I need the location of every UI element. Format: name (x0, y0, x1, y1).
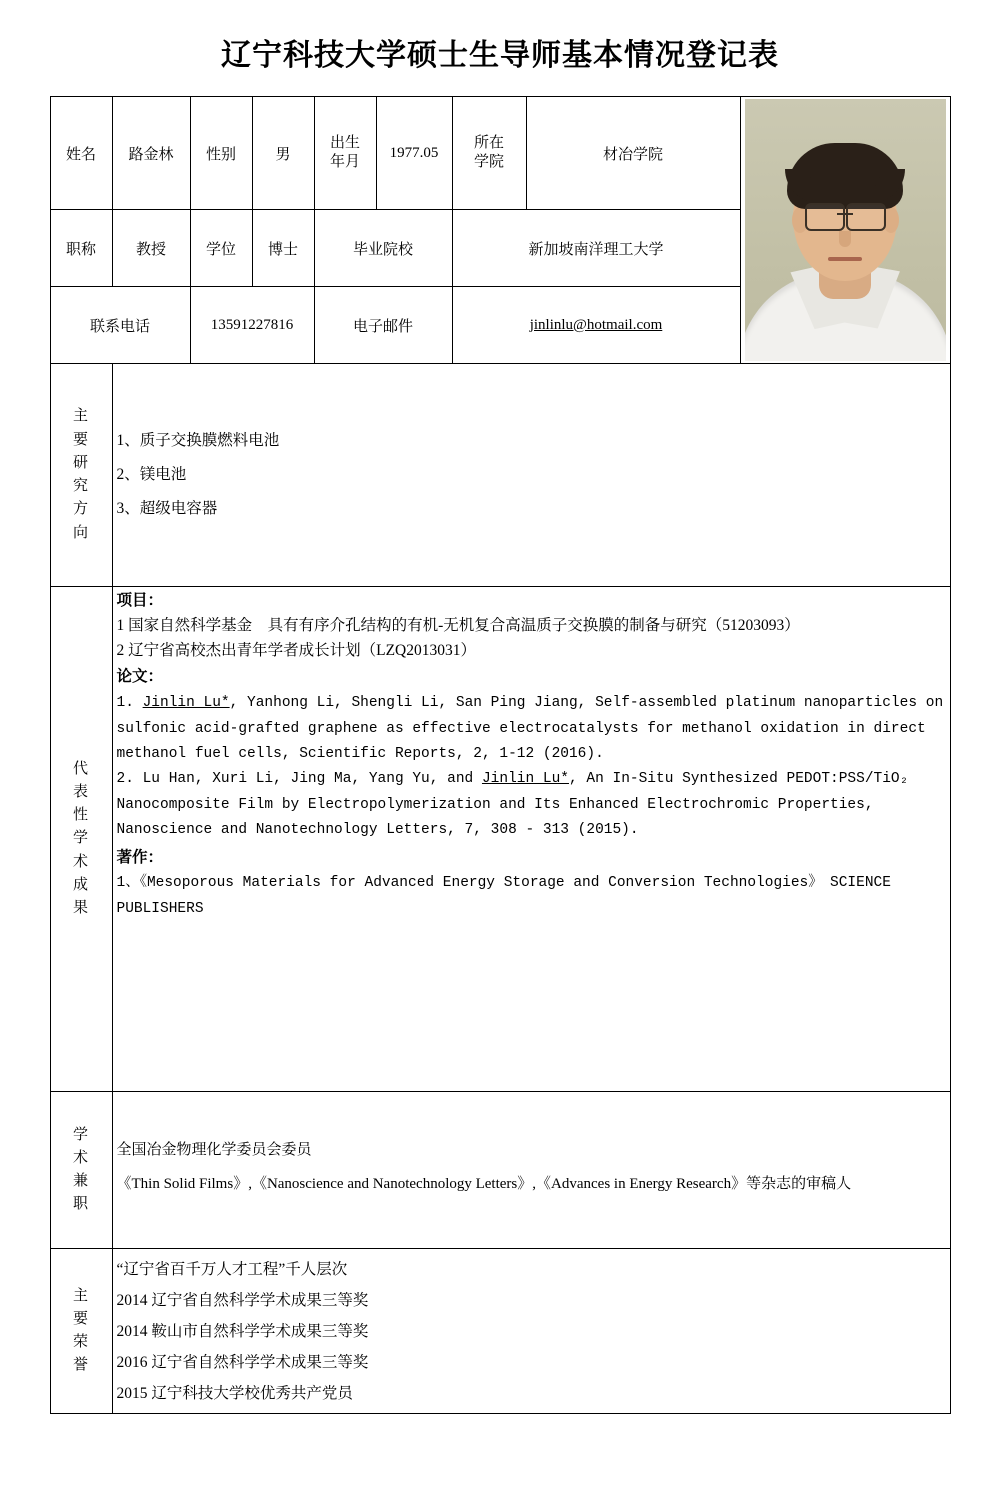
parttime-line-2: 《Thin Solid Films》,《Nanoscience and Nanotechnology Letters》,《Advances in Energy Research》等杂志的审稿人 (116, 1176, 852, 1192)
paper-item-1 (117, 691, 946, 767)
research-item-3: 3、超级电容器 (116, 500, 218, 518)
research-content (112, 364, 950, 587)
project-item-1: 1 国家自然科学基金 具有有序介孔结构的有机-无机复合高温质子交换膜的制备与研究（51203093） (116, 616, 800, 634)
degree-value: 博士 (252, 210, 314, 287)
achievements-label: 代 表 性 学 术 成 果 (50, 587, 112, 1092)
table-row-basic-1 (50, 97, 950, 210)
paper-1-rest: , Yanhong Li, Shengli Li, San Ping Jiang, Self-assembled platinum nanoparticles on sulfonic acid-grafted graphene as effective electrocatalysts for methanol oxidation in direct methanol fuel cells, Scientific Reports, 2, 1-12 (2016). (116, 695, 944, 763)
birth-label: 出生 年月 (314, 97, 376, 210)
project-item-2: 2 辽宁省高校杰出青年学者成长计划（LZQ2013031） (116, 641, 477, 659)
honor-item-1: “辽宁省百千万人才工程”千人层次 (116, 1260, 348, 1278)
book-item-1: 1、《Mesoporous Materials for Advanced Energy Storage and Conversion Technologies》 SCIENCE PUBLISHERS (116, 875, 891, 917)
page-title: 辽宁科技大学硕士生导师基本情况登记表 (221, 39, 779, 72)
email-label: 电子邮件 (314, 287, 452, 364)
phone-label: 联系电话 (50, 287, 190, 364)
name-value: 路金林 (112, 97, 190, 210)
school-value: 新加坡南洋理工大学 (452, 210, 740, 287)
papers-heading: 论文： (116, 668, 164, 686)
honor-item-3: 2014 鞍山市自然科学学术成果三等奖 (116, 1322, 369, 1340)
phone-value: 13591227816 (190, 287, 314, 364)
title-label: 职称 (50, 210, 112, 287)
portrait-photo (745, 99, 946, 361)
paper-2-author: Jinlin Lu* (481, 771, 569, 788)
research-item-2: 2、镁电池 (116, 465, 187, 483)
honor-item-5: 2015 辽宁科技大学校优秀共产党员 (116, 1384, 353, 1402)
table-row-parttime (50, 1092, 950, 1249)
books-heading: 著作： (116, 848, 164, 866)
profile-table (50, 96, 951, 1414)
email-link[interactable]: jinlinlu@hotmail.com (529, 316, 663, 333)
honors-label: 主 要 荣 誉 (50, 1249, 112, 1414)
research-item-1: 1、质子交换膜燃料电池 (116, 431, 280, 449)
degree-label: 学位 (190, 210, 252, 287)
honor-item-2: 2014 辽宁省自然科学学术成果三等奖 (116, 1291, 369, 1309)
name-label: 姓名 (50, 97, 112, 210)
parttime-content (112, 1092, 950, 1249)
college-value: 材冶学院 (526, 97, 740, 210)
paper-item-2 (117, 767, 946, 843)
portrait-photo-cell (740, 97, 950, 364)
research-label: 主 要 研 究 方 向 (50, 364, 112, 587)
parttime-label: 学 术 兼 职 (50, 1092, 112, 1249)
projects-heading: 项目： (116, 592, 164, 609)
birth-value: 1977.05 (376, 97, 452, 210)
paper-2-prefix: 2. Lu Han, Xuri Li, Jing Ma, Yang Yu, and (116, 771, 482, 788)
achievements-content (112, 587, 950, 1092)
gender-value: 男 (252, 97, 314, 210)
table-row-research (50, 364, 950, 587)
paper-1-prefix: 1. (116, 695, 143, 712)
table-row-honors (50, 1249, 950, 1414)
honors-content (112, 1249, 950, 1414)
paper-1-author: Jinlin Lu* (142, 695, 230, 712)
parttime-line-1: 全国冶金物理化学委员会委员 (116, 1141, 312, 1158)
title-value: 教授 (112, 210, 190, 287)
email-value[interactable] (452, 287, 740, 364)
college-label: 所在 学院 (452, 97, 526, 210)
school-label: 毕业院校 (314, 210, 452, 287)
gender-label: 性别 (190, 97, 252, 210)
paper-2-rest: , An In-Situ Synthesized PEDOT:PSS/TiO₂ Nanocomposite Film by Electropolymerization and Its Enhanced Electrochromic Properties, Nanoscience and Nanotechnology Letters, 7, 308 - 313 (2015). (116, 771, 909, 839)
table-row-achievements (50, 587, 950, 1092)
honor-item-4: 2016 辽宁省自然科学学术成果三等奖 (116, 1353, 369, 1371)
